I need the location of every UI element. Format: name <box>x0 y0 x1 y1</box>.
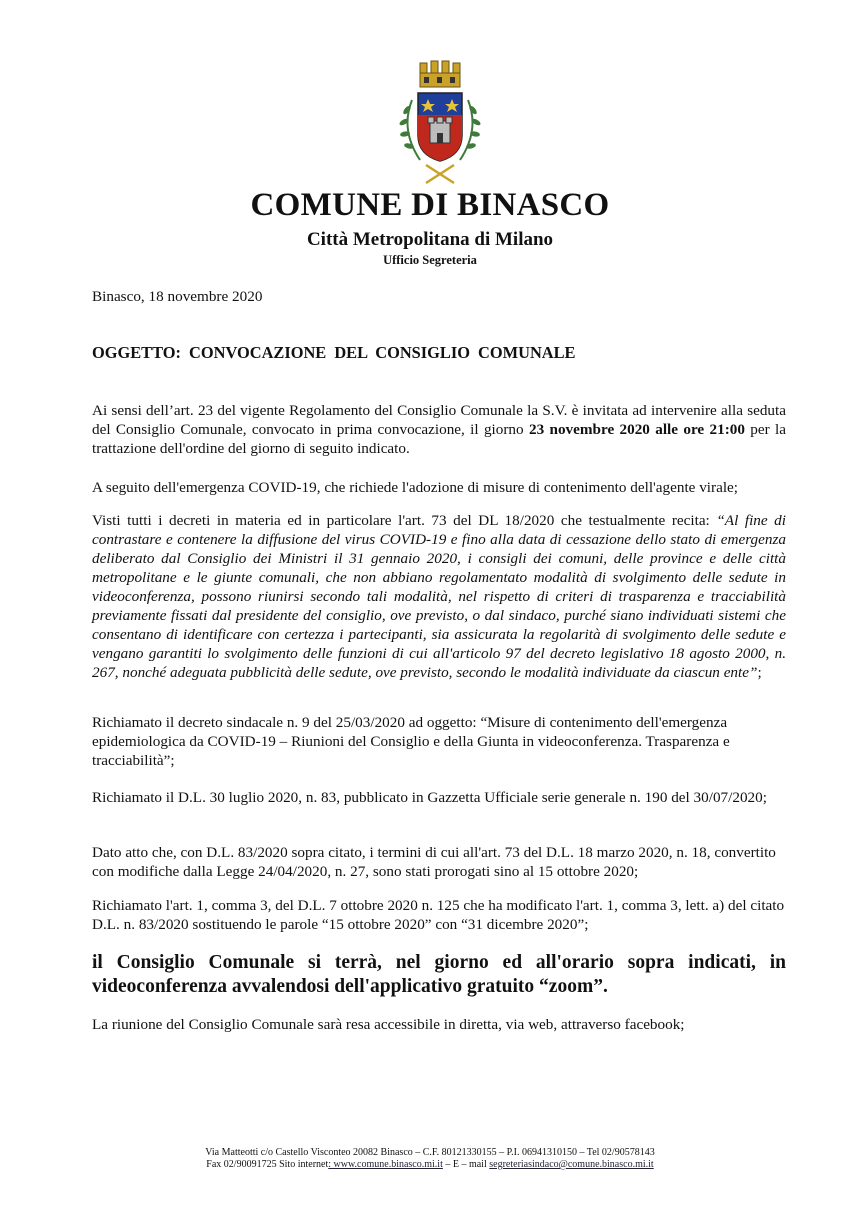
footer-contact-line <box>0 1159 860 1171</box>
paragraph-extension: Dato atto che, con D.L. 83/2020 sopra citato, i termini di cui all'art. 73 del D.L. 18 marzo 2020, n. 18, convertito con modifiche dalla Legge 24/04/2020, n. 27, sono stati prorogati sino al 15 ottobre 2020; <box>92 844 776 880</box>
subject-line: OGGETTO: CONVOCAZIONE DEL CONSIGLIO COMUNALE <box>92 343 576 362</box>
crown-icon <box>420 61 460 87</box>
paragraph-dl-125: Richiamato l'art. 1, comma 3, del D.L. 7 ottobre 2020 n. 125 che ha modificato l'art. 1, comma 3, lett. a) del citato D.L. n. 83/2020 sostituendo le parole “15 ottobre 2020” con “31 dicembre 2020”; <box>92 897 785 933</box>
decree-intro: Visti tutti i decreti in materia ed in particolare l'art. 73 del DL 18/2020 che testualmente recita: <box>92 512 717 529</box>
paragraph-videoconference-notice: il Consiglio Comunale si terrà, nel giorno ed all'orario sopra indicati, in videoconferenza avvalendosi dell'applicativo gratuito “zoom”. <box>92 952 786 997</box>
footer-address-line: Via Matteotti c/o Castello Visconteo 20082 Binasco – C.F. 80121330155 – P.I. 06941310150 – Tel 02/90578143 <box>205 1147 655 1158</box>
meeting-datetime: 23 novembre 2020 alle ore 21:00 <box>528 421 745 438</box>
document-date: Binasco, 18 novembre 2020 <box>92 288 263 305</box>
footer-fax: Fax 02/90091725 Sito internet <box>206 1159 329 1170</box>
footer-email-label: – E – mail <box>442 1159 490 1170</box>
shield-icon <box>418 93 462 161</box>
paragraph-mayoral-decree: Richiamato il decreto sindacale n. 9 del 25/03/2020 ad oggetto: “Misure di contenimento dell'emergenza epidemiologica da COVID-19 – Riunioni del Consiglio e della Giunta in videoconferenza. Trasparenza e tracciabilità”; <box>92 714 730 769</box>
website-link[interactable]: : www.comune.binasco.mi.it <box>328 1159 443 1170</box>
email-link[interactable]: segreteriasindaco@comune.binasco.mi.it <box>489 1159 654 1170</box>
paragraph-dl-83: Richiamato il D.L. 30 luglio 2020, n. 83, pubblicato in Gazzetta Ufficiale serie generale n. 190 del 30/07/2020; <box>92 789 767 806</box>
paragraph-decree-quote <box>92 511 786 682</box>
paragraph-invitation-end: per la trattazione dell'ordine del giorno di seguito indicato. <box>92 421 786 457</box>
ribbon-icon <box>426 165 454 183</box>
municipality-title: COMUNE DI BINASCO <box>250 187 610 223</box>
decree-quotation: “Al fine di contrastare e contenere la diffusione del virus COVID-19 e fino alla data di cessazione dello stato di emergenza deliberato dal Consiglio dei Ministri il 31 gennaio 2020, i consigli dei comuni, delle province e delle città metropolitane e le giunte comunali, che non abbiano regolamentato modalità di svolgimento delle sedute in videoconferenza, possono riunirsi secondo tali modalità, nel rispetto di criteri di trasparenza e tracciabilità previamente fissati dal presidente del consiglio, ove previsto, o dal sindaco, purché siano individuati sistemi che consentano di identificare con certezza i partecipanti, sia assicurata la regolarità di svolgimento delle sedute e vengano garantiti lo svolgimento delle funzioni di cui all'articolo 97 del decreto legislativo 18 agosto 2000, n. 267, nonché adeguata pubblicità delle sedute, ove previsto, secondo le modalità individuate da ciascun ente” <box>92 512 786 681</box>
paragraph-facebook-stream: La riunione del Consiglio Comunale sarà resa accessibile in diretta, via web, attraverso facebook; <box>92 1016 685 1033</box>
paragraph-invitation-text: Ai sensi dell’art. 23 del vigente Regolamento del Consiglio Comunale la S.V. è invitata ad intervenire alla seduta del Consiglio Comunale, convocato in prima convocazione, il giorno <box>92 402 786 438</box>
office-name: Ufficio Segreteria <box>383 253 477 267</box>
coat-of-arms-emblem <box>390 55 490 190</box>
decree-end: ; <box>757 664 762 681</box>
paragraph-invitation <box>92 401 786 458</box>
paragraph-covid-emergency: A seguito dell'emergenza COVID-19, che richiede l'adozione di misure di contenimento dell'agente virale; <box>92 479 739 496</box>
footer-contacts <box>0 1147 860 1171</box>
metropolitan-city-subtitle: Città Metropolitana di Milano <box>306 229 554 250</box>
